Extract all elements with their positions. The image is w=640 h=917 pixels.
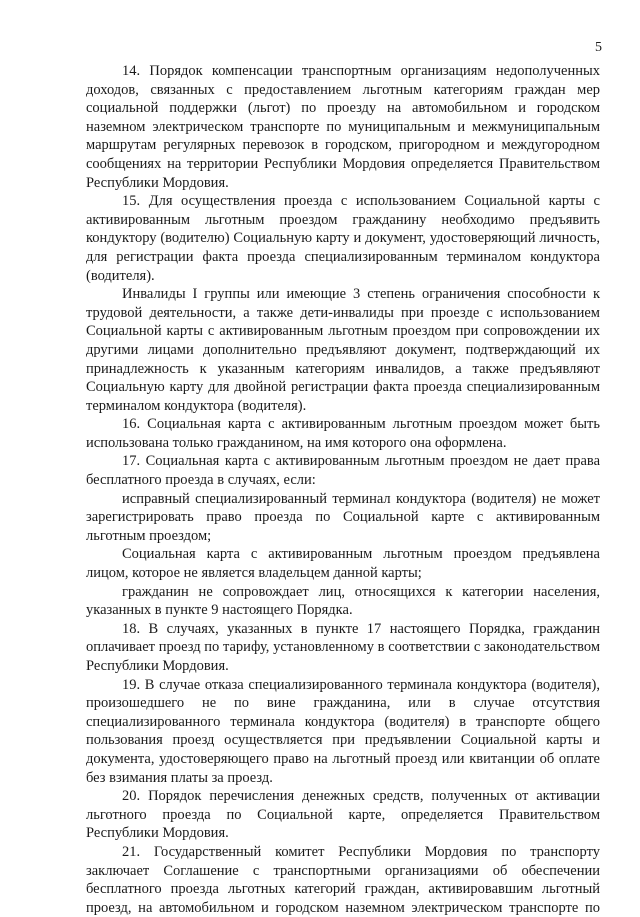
page-number: 5 [595,40,602,55]
paragraph-15: 15. Для осуществления проезда с использованием Социальной карты с активированным льготным проездом гражданину необходимо предъявить кондуктору (водителю) Социальную карту и документ, удостоверяющий личность, для регистрации факта проезда специализированным терминалом кондуктора (водителя). [86,193,600,284]
paragraph-17-case-not-owner: Социальная карта с активированным льготным проездом предъявлена лицом, которое не является владельцем данной карты; [86,546,600,582]
paragraph-20: 20. Порядок перечисления денежных средств, полученных от активации льготного проезда по Социальной карте, определяется Правительством Республики Мордовия. [86,788,600,842]
paragraph-18: 18. В случаях, указанных в пункте 17 настоящего Порядка, гражданин оплачивает проезд по тарифу, установленному в соответствии с законодательством Республики Мордовия. [86,620,600,674]
document-body [86,62,600,917]
paragraph-16: 16. Социальная карта с активированным льготным проездом может быть использована только гражданином, на имя которого она оформлена. [86,416,600,451]
paragraph-17: 17. Социальная карта с активированным льготным проездом не дает права бесплатного проезда в случаях, если: [86,453,600,489]
paragraph-17-case-terminal: исправный специализированный терминал кондуктора (водителя) не может зарегистрировать право проезда по Социальной карте с активированным льготным проездом; [86,490,600,544]
paragraph-15-disabled-persons: Инвалиды I группы или имеющие 3 степень ограничения способности к трудовой деятельности, а также дети-инвалиды при проезде с использованием Социальной карты с активированным льготным проездом при сопровождении их другими лицами дополнительно предъявляют документ, подтверждающий их принадлежность к указанным категориям инвалидов, а также предъявляют Социальную карту для двойной регистрации факта проезда специализированным терминалом кондуктора (водителя). [86,286,600,414]
paragraph-21: 21. Государственный комитет Республики Мордовия по транспорту заключает Соглашение с транспортными организациями об обеспечении бесплатного проезда льготных категорий граждан, активировавшим льготный проезд, на автомобильном и городском наземном электрическом транспорте по [86,843,600,916]
paragraph-14: 14. Порядок компенсации транспортным организациям недополученных доходов, связанных с предоставлением льготным категориям граждан мер социальной поддержки (льгот) по проезду на автомобильном и городском наземном электрическом транспорте по муниципальным и межмуниципальным маршрутам регулярных перевозок в городском, пригородном и междугородном сообщениях на территории Республики Мордовия определяется Правительством Республики Мордовия. [86,63,600,191]
paragraph-19: 19. В случае отказа специализированного терминала кондуктора (водителя), произошедшего не по вине гражданина, или в случае отсутствия специализированного терминала кондуктора (водителя) в транспорте общего пользования проезд осуществляется при предъявлении Социальной карты и документа, удостоверяющего право на льготный проезд или квитанции об оплате без взимания платы за проезд. [86,676,600,786]
paragraph-17-case-no-escort: гражданин не сопровождает лиц, относящихся к категории населения, указанных в пункте 9 настоящего Порядка. [86,583,600,619]
